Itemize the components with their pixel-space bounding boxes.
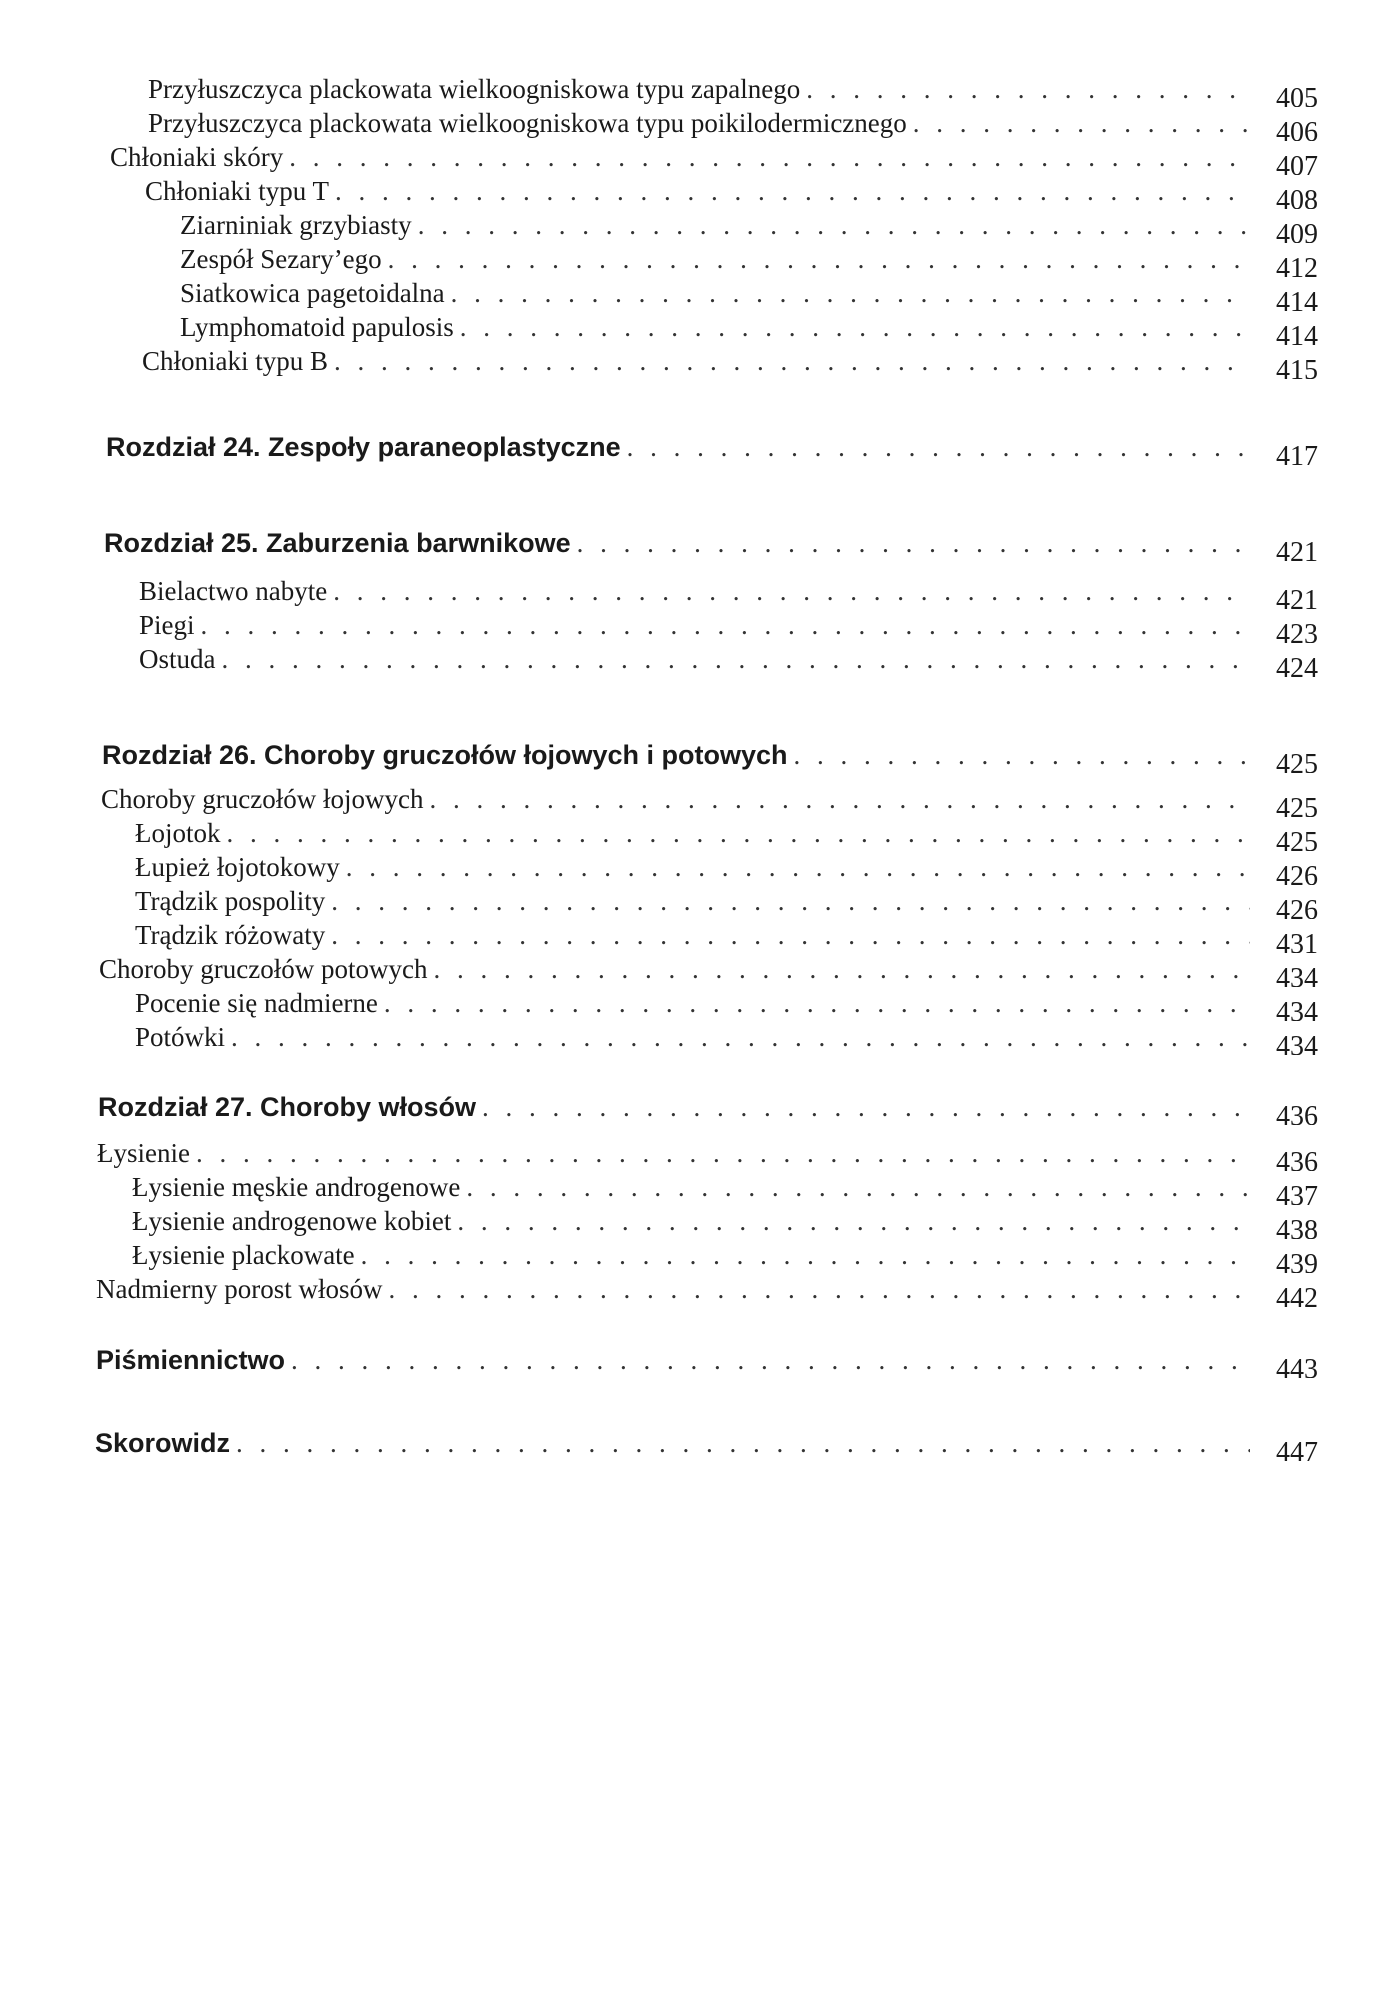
dot-leader xyxy=(418,208,1250,242)
toc-entry-page: 408 xyxy=(1276,185,1318,209)
dot-leader xyxy=(333,574,1250,608)
dot-leader xyxy=(429,782,1250,816)
toc-entry xyxy=(139,642,1318,677)
toc-entry-page: 425 xyxy=(1276,827,1318,851)
toc-entry-label: Łysienie męskie androgenowe xyxy=(132,1172,461,1202)
dot-leader xyxy=(466,1170,1250,1204)
toc-entry xyxy=(135,986,1318,1021)
toc-entry xyxy=(139,574,1318,609)
toc-entry-page: 412 xyxy=(1276,253,1318,277)
dot-leader xyxy=(627,430,1250,464)
chapter-page: 436 xyxy=(1276,1101,1318,1125)
dot-leader xyxy=(331,884,1250,918)
chapter-title: Rozdział 25. Zaburzenia barwnikowe xyxy=(104,528,571,558)
dot-leader xyxy=(577,526,1250,560)
chapter-page: 421 xyxy=(1276,537,1318,561)
index-title: Skorowidz xyxy=(95,1428,231,1458)
toc-entry-label: Łojotok xyxy=(135,818,221,848)
toc-entry xyxy=(132,1238,1318,1273)
dot-leader xyxy=(433,952,1250,986)
index-heading xyxy=(95,1426,1318,1461)
toc-entry xyxy=(145,174,1318,209)
chapter-heading xyxy=(98,1090,1318,1125)
toc-entry-label: Bielactwo nabyte xyxy=(139,576,328,606)
dot-leader xyxy=(460,310,1250,344)
toc-entry xyxy=(132,1170,1318,1205)
toc-entry xyxy=(180,242,1318,277)
toc-entry-page: 436 xyxy=(1276,1147,1318,1171)
dot-leader xyxy=(346,850,1250,884)
toc-entry-label: Siatkowica pagetoidalna xyxy=(180,278,445,308)
toc-entry-page: 425 xyxy=(1276,793,1318,817)
toc-entry-page: 434 xyxy=(1276,997,1318,1021)
toc-entry-page: 405 xyxy=(1276,83,1318,107)
toc-entry xyxy=(132,1204,1318,1239)
dot-leader xyxy=(231,1020,1250,1054)
toc-entry-label: Chłoniaki skóry xyxy=(110,142,284,172)
chapter-heading xyxy=(102,738,1318,773)
toc-entry-page: 438 xyxy=(1276,1215,1318,1239)
toc-entry-page: 437 xyxy=(1276,1181,1318,1205)
toc-entry-page: 409 xyxy=(1276,219,1318,243)
toc-entry-page: 414 xyxy=(1276,321,1318,345)
bibliography-heading xyxy=(96,1343,1318,1378)
toc-entry xyxy=(135,918,1318,953)
toc-entry xyxy=(139,608,1318,643)
toc-entry xyxy=(180,208,1318,243)
dot-leader xyxy=(335,174,1250,208)
toc-entry-label: Łysienie plackowate xyxy=(132,1240,355,1270)
toc-entry-page: 415 xyxy=(1276,355,1318,379)
dot-leader xyxy=(457,1204,1250,1238)
toc-entry-page: 414 xyxy=(1276,287,1318,311)
toc-entry xyxy=(180,310,1318,345)
dot-leader xyxy=(236,1426,1250,1460)
dot-leader xyxy=(291,1343,1250,1377)
toc-entry-label: Ziarniniak grzybiasty xyxy=(180,210,412,240)
dot-leader xyxy=(331,918,1250,952)
dot-leader xyxy=(334,344,1250,378)
toc-entry-label: Choroby gruczołów łojowych xyxy=(101,784,424,814)
toc-entry-page: 439 xyxy=(1276,1249,1318,1273)
toc-entry-label: Przyłuszczyca plackowata wielkoogniskowa typu zapalnego xyxy=(148,74,801,104)
dot-leader xyxy=(384,986,1250,1020)
toc-entry xyxy=(142,344,1318,379)
toc-entry-label: Ostuda xyxy=(139,644,216,674)
toc-entry-page: 424 xyxy=(1276,653,1318,677)
chapter-title: Rozdział 26. Choroby gruczołów łojowych i potowych xyxy=(102,740,788,770)
toc-entry-page: 434 xyxy=(1276,1031,1318,1055)
dot-leader xyxy=(201,608,1250,642)
dot-leader xyxy=(289,140,1250,174)
dot-leader xyxy=(196,1136,1250,1170)
toc-entry-label: Chłoniaki typu T xyxy=(145,176,330,206)
toc-entry-label: Lymphomatoid papulosis xyxy=(180,312,454,342)
dot-leader xyxy=(388,242,1250,276)
toc-entry-label: Pocenie się nadmierne xyxy=(135,988,378,1018)
chapter-heading xyxy=(106,430,1318,465)
dot-leader xyxy=(361,1238,1250,1272)
chapter-title: Rozdział 27. Choroby włosów xyxy=(98,1092,477,1122)
toc-entry-page: 426 xyxy=(1276,895,1318,919)
chapter-page: 425 xyxy=(1276,749,1318,773)
toc-entry xyxy=(110,140,1318,175)
toc-entry-label: Nadmierny porost włosów xyxy=(96,1274,383,1304)
dot-leader xyxy=(806,72,1250,106)
dot-leader xyxy=(482,1090,1250,1124)
chapter-title: Rozdział 24. Zespoły paraneoplastyczne xyxy=(106,432,621,462)
toc-entry-label: Potówki xyxy=(135,1022,226,1052)
toc-entry-page: 421 xyxy=(1276,585,1318,609)
toc-entry-page: 431 xyxy=(1276,929,1318,953)
bibliography-page: 443 xyxy=(1276,1354,1318,1378)
chapter-page: 417 xyxy=(1276,441,1318,465)
toc-entry xyxy=(101,782,1318,817)
dot-leader xyxy=(451,276,1250,310)
toc-entry-page: 434 xyxy=(1276,963,1318,987)
toc-entry xyxy=(180,276,1318,311)
toc-entry xyxy=(148,106,1318,141)
toc-entry-label: Zespół Sezary’ego xyxy=(180,244,382,274)
toc-entry-page: 442 xyxy=(1276,1283,1318,1307)
index-page: 447 xyxy=(1276,1437,1318,1461)
toc-entry-label: Łysienie androgenowe kobiet xyxy=(132,1206,452,1236)
toc-entry xyxy=(135,850,1318,885)
toc-entry-label: Chłoniaki typu B xyxy=(142,346,329,376)
toc-entry xyxy=(99,952,1318,987)
toc-entry xyxy=(96,1272,1318,1307)
toc-entry-page: 423 xyxy=(1276,619,1318,643)
toc-entry-label: Łupież łojotokowy xyxy=(135,852,340,882)
toc-entry xyxy=(97,1136,1318,1171)
dot-leader xyxy=(227,816,1251,850)
toc-entry-page: 407 xyxy=(1276,151,1318,175)
dot-leader xyxy=(222,642,1251,676)
toc-entry-label: Przyłuszczyca plackowata wielkoogniskowa typu poikilodermicznego xyxy=(148,108,907,138)
toc-entry-page: 406 xyxy=(1276,117,1318,141)
toc-entry xyxy=(135,884,1318,919)
toc-entry-label: Trądzik pospolity xyxy=(135,886,326,916)
dot-leader xyxy=(388,1272,1250,1306)
dot-leader xyxy=(794,738,1250,772)
toc-entry-page: 426 xyxy=(1276,861,1318,885)
toc-entry xyxy=(135,816,1318,851)
dot-leader xyxy=(913,106,1250,140)
toc-entry xyxy=(148,72,1318,107)
toc-entry-label: Piegi xyxy=(139,610,195,640)
bibliography-title: Piśmiennictwo xyxy=(96,1345,286,1375)
toc-entry-label: Trądzik różowaty xyxy=(135,920,326,950)
toc-entry-label: Choroby gruczołów potowych xyxy=(99,954,428,984)
chapter-heading xyxy=(104,526,1318,561)
toc-entry-label: Łysienie xyxy=(97,1138,190,1168)
toc-entry xyxy=(135,1020,1318,1055)
